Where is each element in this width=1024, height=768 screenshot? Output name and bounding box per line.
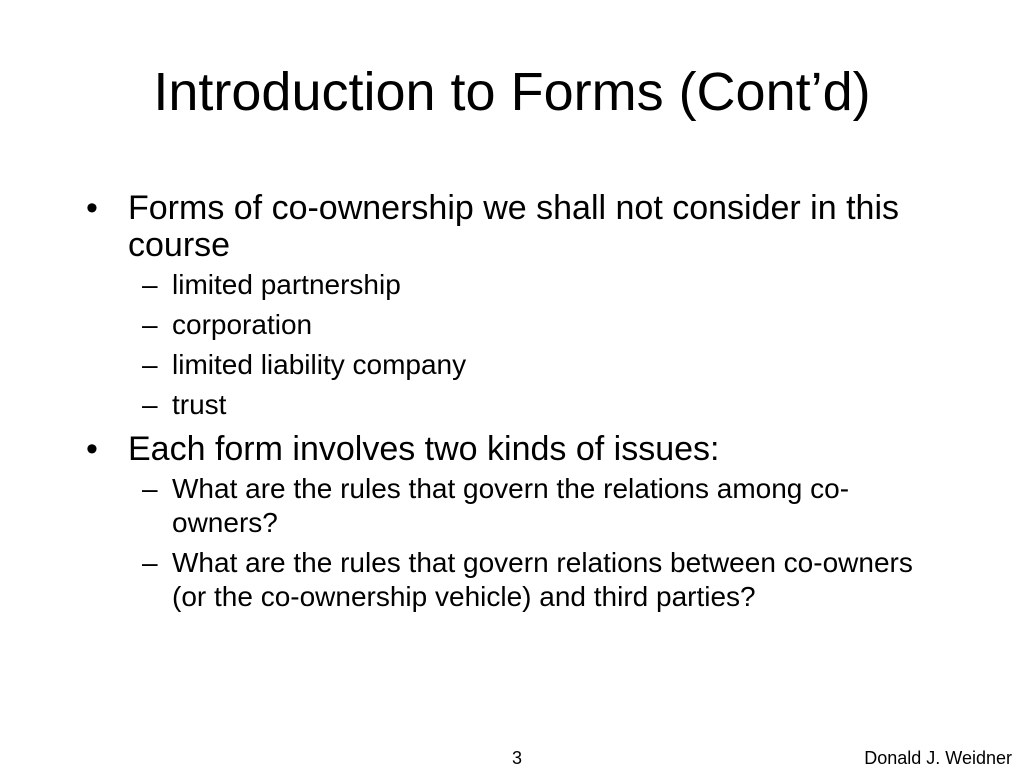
sub-item bbox=[128, 546, 936, 614]
sub-item-text: limited partnership bbox=[172, 269, 401, 300]
sub-marker: – bbox=[142, 389, 158, 420]
sub-item-text: corporation bbox=[172, 309, 313, 340]
sub-item bbox=[128, 308, 936, 342]
sub-item bbox=[128, 348, 936, 382]
bullet-marker: • bbox=[86, 430, 98, 468]
sub-item-text: limited liability company bbox=[172, 349, 467, 380]
sub-marker: – bbox=[142, 309, 158, 340]
sub-item bbox=[128, 388, 936, 422]
slide-title: Introduction to Forms (Cont’d) bbox=[153, 62, 871, 122]
sub-list bbox=[128, 268, 936, 422]
page-number: 3 bbox=[512, 748, 523, 768]
footer-author: Donald J. Weidner bbox=[864, 748, 1012, 768]
sub-marker: – bbox=[142, 473, 158, 504]
sub-item-text: What are the rules that govern the relations among co-owners? bbox=[172, 473, 850, 538]
sub-item-text: trust bbox=[172, 389, 227, 420]
bullet-marker: • bbox=[86, 189, 98, 227]
sub-item-text: What are the rules that govern relations between co-owners (or the co-ownership vehicle) and third parties? bbox=[172, 547, 913, 612]
sub-marker: – bbox=[142, 349, 158, 380]
sub-item bbox=[128, 472, 936, 540]
slide-content bbox=[86, 190, 936, 623]
bullet-text: Forms of co-ownership we shall not consider in this course bbox=[128, 189, 899, 264]
bullet-text: Each form involves two kinds of issues: bbox=[128, 430, 720, 468]
bullet-item bbox=[86, 190, 936, 422]
sub-marker: – bbox=[142, 269, 158, 300]
sub-list bbox=[128, 472, 936, 614]
sub-item bbox=[128, 268, 936, 302]
sub-marker: – bbox=[142, 547, 158, 578]
bullet-item bbox=[86, 431, 936, 614]
